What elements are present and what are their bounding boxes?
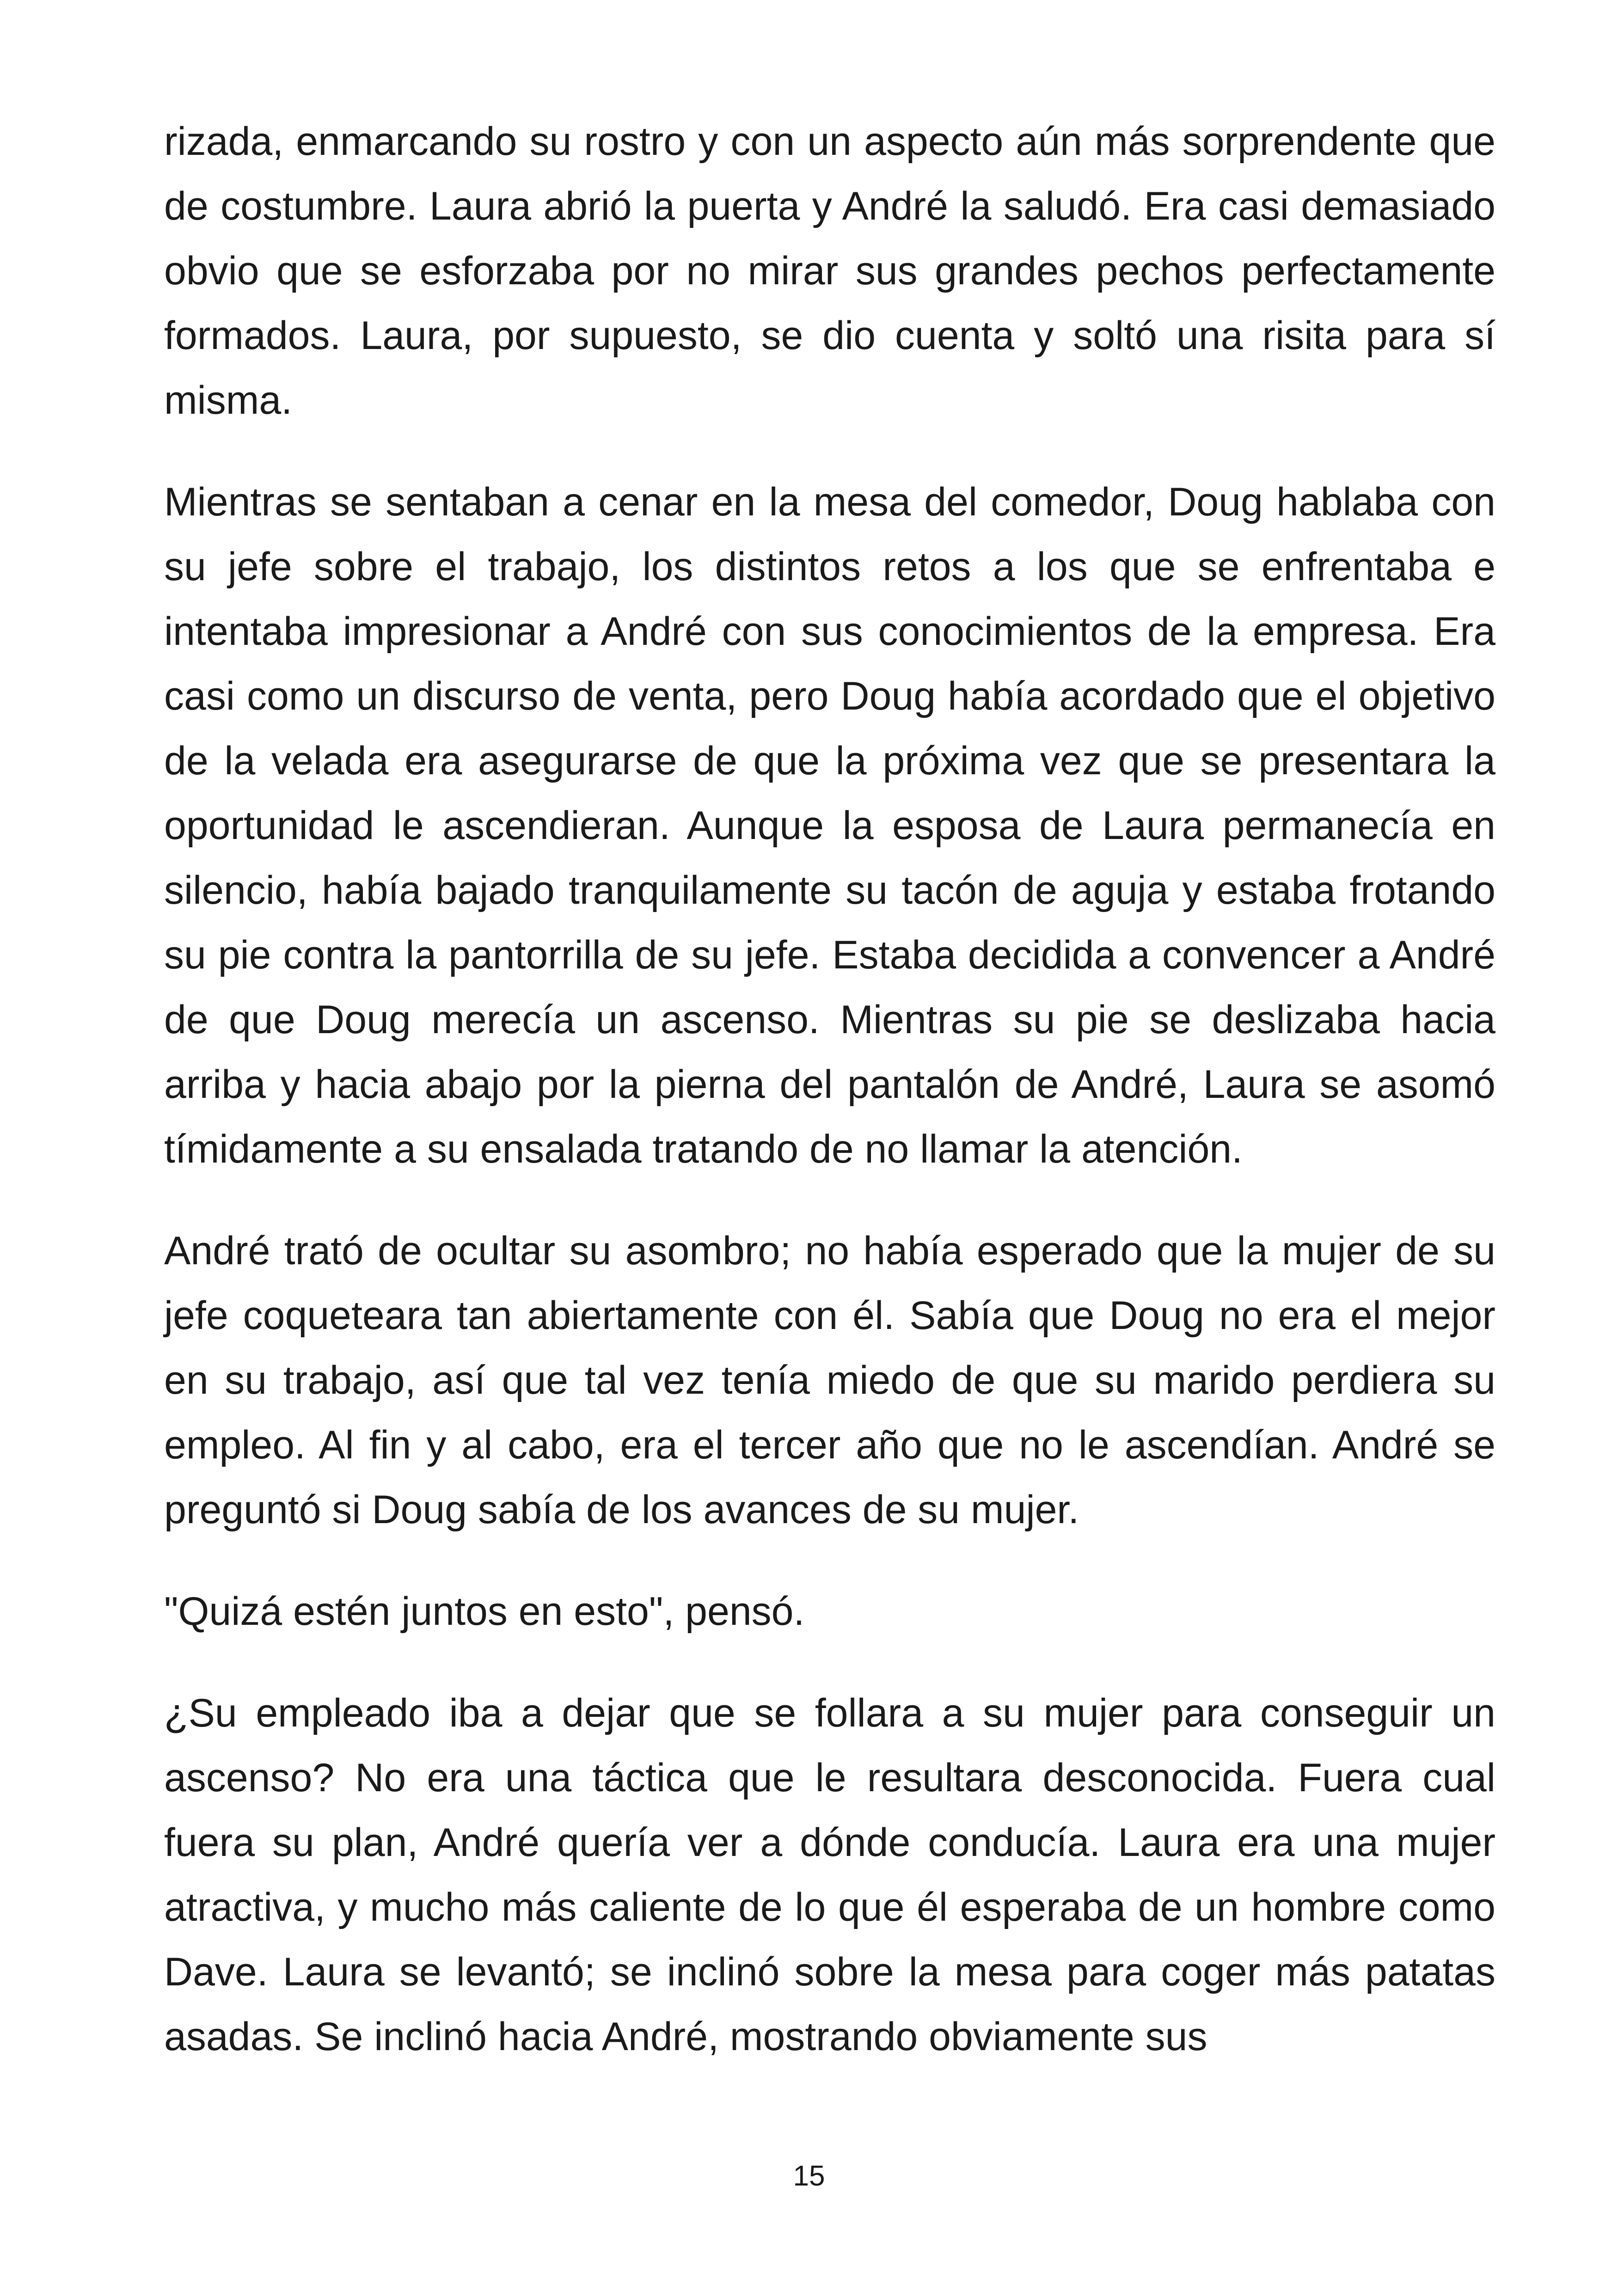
paragraph-1: rizada, enmarcando su rostro y con un aspecto aún más sorprendente que de costumbre. Laura abrió la puerta y André la saludó. Era casi demasiado obvio que se esforzaba por no mirar sus grandes pechos perfectamente formados. Laura, por supuesto, se dio cuenta y soltó una risita para sí misma. <box>164 119 1495 422</box>
body-text <box>164 109 1495 2106</box>
page-number: 15 <box>793 2160 825 2192</box>
paragraph-3: André trató de ocultar su asombro; no había esperado que la mujer de su jefe coqueteara tan abiertamente con él. Sabía que Doug no era el mejor en su trabajo, así que tal vez tenía miedo de que su marido perdiera su empleo. Al fin y al cabo, era el tercer año que no le ascendían. André se preguntó si Doug sabía de los avances de su mujer. <box>164 1229 1495 1532</box>
paragraph-5: ¿Su empleado iba a dejar que se follara a su mujer para conseguir un ascenso? No era una táctica que le resultara desconocida. Fuera cual fuera su plan, André quería ver a dónde conducía. Laura era una mujer atractiva, y mucho más caliente de lo que él esperaba de un hombre como Dave. Laura se levantó; se inclinó sobre la mesa para coger más patatas asadas. Se inclinó hacia André, mostrando obviamente sus <box>164 1691 1495 2059</box>
paragraph-4: "Quizá estén juntos en esto", pensó. <box>164 1589 805 1634</box>
paragraph-2: Mientras se sentaban a cenar en la mesa del comedor, Doug hablaba con su jefe sobre el trabajo, los distintos retos a los que se enfrentaba e intentaba impresionar a André con sus conocimientos de la empresa. Era casi como un discurso de venta, pero Doug había acordado que el objetivo de la velada era asegurarse de que la próxima vez que se presentara la oportunidad le ascendieran. Aunque la esposa de Laura permanecía en silencio, había bajado tranquilamente su tacón de aguja y estaba frotando su pie contra la pantorrilla de su jefe. Estaba decidida a convencer a André de que Doug merecía un ascenso. Mientras su pie se deslizaba hacia arriba y hacia abajo por la pierna del pantalón de André, Laura se asomó tímidamente a su ensalada tratando de no llamar la atención. <box>164 480 1495 1171</box>
